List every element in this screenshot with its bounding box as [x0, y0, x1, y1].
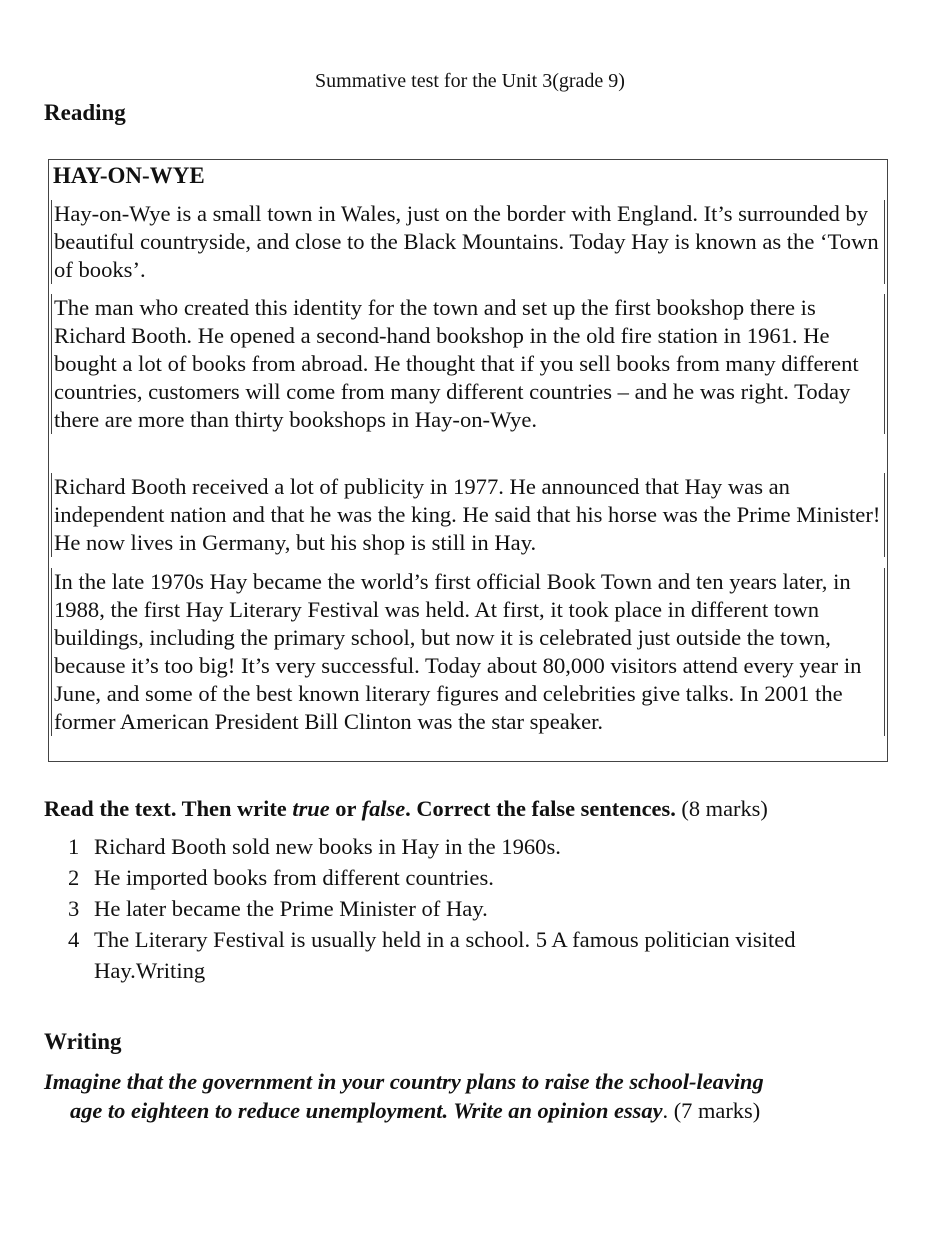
question-text: He imported books from different countries.	[94, 865, 494, 890]
question-text: The Literary Festival is usually held in a school. 5 A famous politician visited Hay.Writing	[94, 927, 796, 983]
passage-paragraph-4: In the late 1970s Hay became the world’s first official Book Town and ten years later, in 1988, the first Hay Literary Festival was held. At first, it took place in different town buildings, including the primary school, but now it is celebrated just outside the town, because it’s too big! It’s very successful. Today about 80,000 visitors attend every year in June, and some of the best known literary figures and celebrities give talks. In 2001 the former American President Bill Clinton was the star speaker.	[51, 568, 885, 736]
question-number: 4	[68, 927, 80, 952]
writing-prompt-marks: . (7 marks)	[662, 1098, 761, 1123]
instruction-true: true	[292, 796, 330, 821]
passage-box	[48, 159, 888, 762]
instruction-text-1: Read the text. Then write	[44, 796, 293, 821]
question-item	[66, 862, 846, 893]
instruction-or: or	[329, 796, 362, 821]
passage-title: HAY-ON-WYE	[53, 163, 205, 188]
writing-prompt-line-1: Imagine that the government in your country plans to raise the school-leaving	[44, 1069, 764, 1094]
question-number: 3	[68, 896, 80, 921]
question-text: Richard Booth sold new books in Hay in the 1960s.	[94, 834, 561, 859]
writing-prompt	[44, 1067, 914, 1125]
question-text: He later became the Prime Minister of Hay.	[94, 896, 488, 921]
reading-heading: Reading	[44, 100, 126, 125]
passage-paragraph-2: The man who created this identity for the town and set up the first bookshop there is Richard Booth. He opened a second-hand bookshop in the old fire station in 1961. He bought a lot of books from abroad. He thought that if you sell books from many different countries, customers will come from many different countries – and he was right. Today there are more than thirty bookshops in Hay-on-Wye.	[51, 294, 885, 434]
page-title: Summative test for the Unit 3(grade 9)	[315, 70, 625, 92]
task-instruction	[44, 795, 924, 823]
question-item	[66, 831, 846, 862]
question-number: 1	[68, 834, 80, 859]
question-list	[66, 831, 846, 986]
instruction-false: false	[361, 796, 406, 821]
passage-paragraph-3: Richard Booth received a lot of publicity in 1977. He announced that Hay was an independent nation and that he was the king. He said that his horse was the Prime Minister! He now lives in Germany, but his shop is still in Hay.	[51, 473, 885, 557]
writing-prompt-line-2: age to eighteen to reduce unemployment. Write an opinion essay	[70, 1098, 663, 1123]
question-item	[66, 893, 846, 924]
passage-paragraph-1: Hay-on-Wye is a small town in Wales, just on the border with England. It’s surrounded by beautiful countryside, and close to the Black Mountains. Today Hay is known as the ‘Town of books’.	[51, 200, 885, 284]
question-number: 2	[68, 865, 80, 890]
instruction-text-2: . Correct the false sentences.	[405, 796, 676, 821]
writing-heading: Writing	[44, 1029, 122, 1054]
question-item	[66, 924, 846, 986]
instruction-marks: (8 marks)	[675, 796, 768, 821]
